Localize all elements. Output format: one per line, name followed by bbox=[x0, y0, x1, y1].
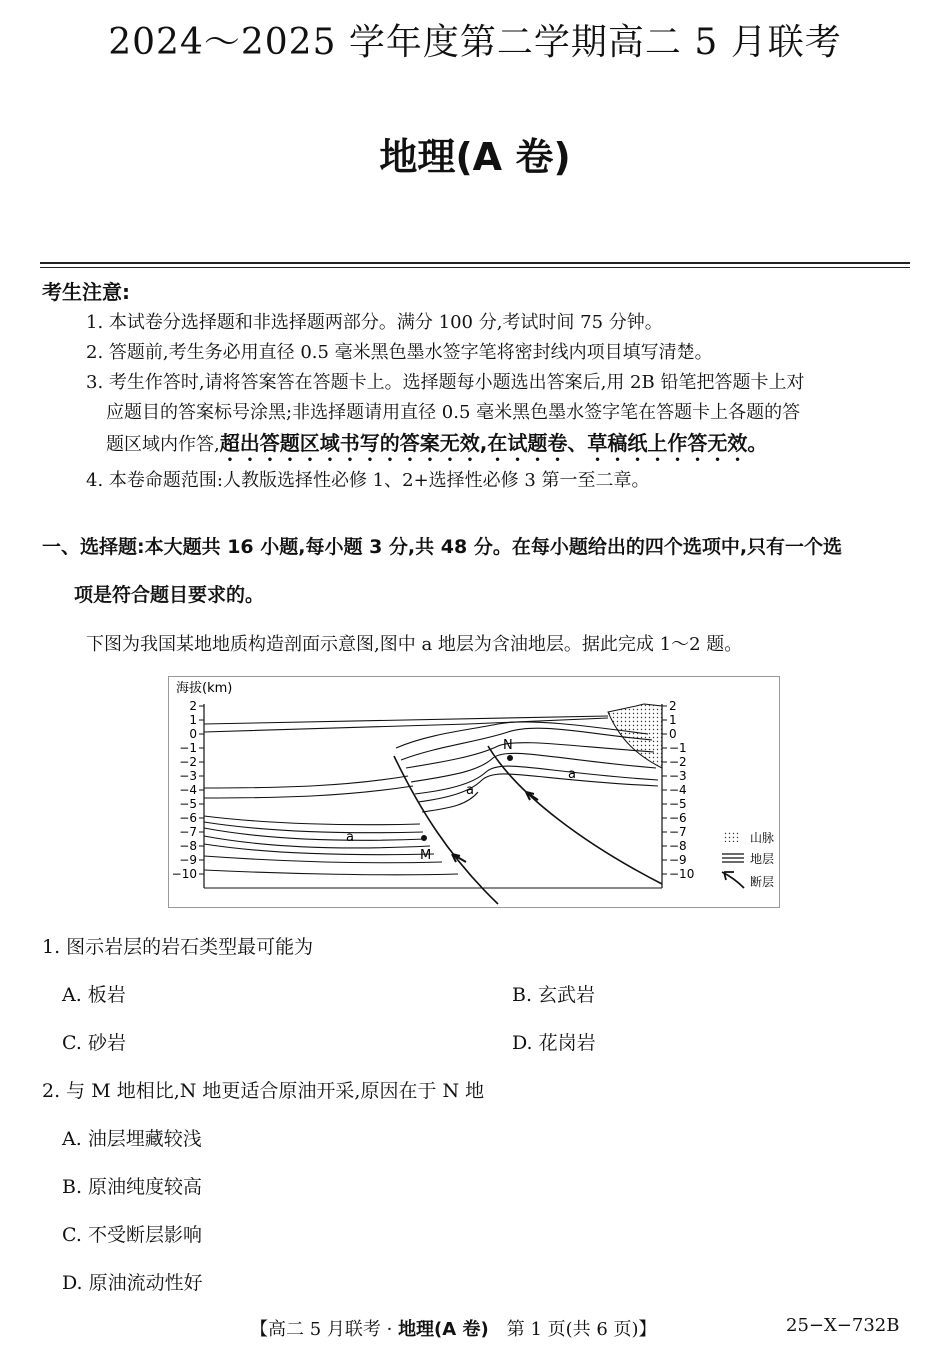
notice-item-3-line1: 3. 考生作答时,请将答案答在答题卡上。选择题每小题选出答案后,用 2B 铅笔把答题卡上对 bbox=[86, 372, 805, 393]
point-n-marker bbox=[507, 755, 513, 761]
left-axis-tick-label: −1 bbox=[179, 741, 197, 755]
fault-arrow-right bbox=[526, 792, 538, 800]
layer-a-label-right: a bbox=[568, 767, 576, 782]
point-m-marker bbox=[421, 835, 427, 841]
left-axis-tick-label: −4 bbox=[179, 783, 197, 797]
fault-line-left bbox=[394, 756, 498, 904]
layer-a-label-left: a bbox=[346, 830, 354, 845]
left-axis-tick-label: −7 bbox=[179, 825, 197, 839]
question-1-option-c[interactable]: C. 砂岩 bbox=[62, 1032, 126, 1054]
divider-thick bbox=[40, 262, 910, 264]
point-m-label: M bbox=[420, 848, 432, 863]
left-axis-tick-label: −10 bbox=[171, 867, 197, 881]
notice-heading: 考生注意: bbox=[42, 280, 130, 304]
footer-page-number: 第 1 页(共 6 页)】 bbox=[488, 1319, 657, 1340]
section-heading-line1: 一、选择题:本大题共 16 小题,每小题 3 分,共 48 分。在每小题给出的四个选项中,只有一个选 bbox=[42, 536, 843, 558]
left-axis-tick-label: −5 bbox=[179, 797, 197, 811]
right-axis-tick-label: 1 bbox=[669, 713, 677, 727]
notice-item-1: 1. 本试卷分选择题和非选择题两部分。满分 100 分,考试时间 75 分钟。 bbox=[86, 312, 663, 333]
stratum-line bbox=[204, 776, 408, 788]
layer-a-label-middle: a bbox=[466, 783, 474, 798]
section-heading-line2: 项是符合题目要求的。 bbox=[74, 584, 265, 606]
divider-thin bbox=[40, 267, 910, 268]
legend-fault-label: 断层 bbox=[750, 875, 775, 889]
notice-item-3-line2: 应题目的答案标号涂黑;非选择题请用直径 0.5 毫米黑色墨水签字笔在答题卡上各题的答 bbox=[106, 402, 801, 423]
footer-exam-name: 【高二 5 月联考 · bbox=[250, 1319, 399, 1340]
stratum-line bbox=[204, 816, 420, 825]
stratum-line bbox=[401, 728, 652, 760]
stratum-line bbox=[204, 844, 434, 855]
stratum-line bbox=[204, 870, 458, 875]
left-block-strata bbox=[204, 716, 608, 875]
left-axis-tick-label: −9 bbox=[179, 853, 197, 867]
left-axis-tick-label: 2 bbox=[189, 699, 197, 713]
footer-subject: 地理(A 卷) bbox=[398, 1319, 489, 1340]
question-2-option-b[interactable]: B. 原油纯度较高 bbox=[62, 1176, 203, 1198]
right-axis-ticks bbox=[662, 699, 694, 881]
notice-item-3-plain: 题区域内作答, bbox=[106, 434, 220, 455]
legend-strata-label: 地层 bbox=[750, 852, 775, 866]
left-axis-tick-label: −6 bbox=[179, 811, 197, 825]
right-axis-tick-label: −1 bbox=[669, 741, 687, 755]
right-axis-tick-label: 2 bbox=[669, 699, 677, 713]
right-axis-tick-label: −9 bbox=[669, 853, 687, 867]
legend-fault-swatch bbox=[722, 872, 744, 888]
point-n-label: N bbox=[503, 738, 513, 753]
exam-title: 2024～2025 学年度第二学期高二 5 月联考 bbox=[108, 22, 842, 63]
left-axis-tick-label: −2 bbox=[179, 755, 197, 769]
stratum-line bbox=[204, 828, 426, 840]
left-axis-tick-label: 0 bbox=[189, 727, 197, 741]
question-2-stem: 2. 与 M 地相比,N 地更适合原油开采,原因在于 N 地 bbox=[42, 1080, 485, 1102]
question-2-option-a[interactable]: A. 油层埋藏较浅 bbox=[62, 1128, 202, 1150]
right-axis-tick-label: −10 bbox=[669, 867, 695, 881]
right-axis-tick-label: −3 bbox=[669, 769, 687, 783]
left-axis-tick-label: −3 bbox=[179, 769, 197, 783]
stratum-line bbox=[204, 856, 442, 863]
middle-block-strata bbox=[396, 722, 658, 812]
question-1-option-b[interactable]: B. 玄武岩 bbox=[512, 984, 596, 1006]
legend-strata-swatch bbox=[722, 854, 744, 862]
question-1-option-d[interactable]: D. 花岗岩 bbox=[512, 1032, 596, 1054]
y-axis-label: 海拔(km) bbox=[176, 681, 233, 696]
stratum-line bbox=[204, 836, 430, 848]
question-1-option-a[interactable]: A. 板岩 bbox=[62, 984, 126, 1006]
notice-item-4: 4. 本卷命题范围:人教版选择性必修 1、2+选择性必修 3 第一至二章。 bbox=[86, 470, 650, 491]
right-axis-tick-label: −4 bbox=[669, 783, 687, 797]
right-axis-tick-label: 0 bbox=[669, 727, 677, 741]
left-axis-ticks bbox=[172, 699, 204, 881]
right-axis-tick-label: −6 bbox=[669, 811, 687, 825]
legend-mountain-swatch bbox=[724, 832, 740, 842]
question-1-stem: 1. 图示岩层的岩石类型最可能为 bbox=[42, 936, 314, 958]
stratum-line bbox=[418, 774, 658, 802]
right-axis-tick-label: −2 bbox=[669, 755, 687, 769]
notice-item-3-line3 bbox=[106, 428, 767, 466]
legend-mountain-label: 山脉 bbox=[750, 831, 775, 845]
right-axis-tick-label: −7 bbox=[669, 825, 687, 839]
left-axis-tick-label: 1 bbox=[189, 713, 197, 727]
footer-exam-code: 25−X−732B bbox=[786, 1315, 900, 1336]
notice-item-2: 2. 答题前,考生务必用直径 0.5 毫米黑色墨水签字笔将密封线内项目填写清楚。 bbox=[86, 342, 713, 363]
page-footer bbox=[250, 1315, 657, 1341]
right-axis-tick-label: −8 bbox=[669, 839, 687, 853]
geologic-cross-section-figure bbox=[168, 676, 780, 908]
right-axis-tick-label: −5 bbox=[669, 797, 687, 811]
stratum-line bbox=[415, 766, 658, 794]
question-2-option-c[interactable]: C. 不受断层影响 bbox=[62, 1224, 202, 1246]
subject-title: 地理(A 卷) bbox=[379, 135, 571, 179]
question-2-option-d[interactable]: D. 原油流动性好 bbox=[62, 1272, 203, 1294]
left-axis-tick-label: −8 bbox=[179, 839, 197, 853]
question-intro: 下图为我国某地地质构造剖面示意图,图中 a 地层为含油地层。据此完成 1～2 题。 bbox=[86, 634, 743, 655]
notice-item-3-emphasis: 超出答题区域书写的答案无效,在试题卷、草稿纸上作答无效。 bbox=[219, 431, 768, 455]
